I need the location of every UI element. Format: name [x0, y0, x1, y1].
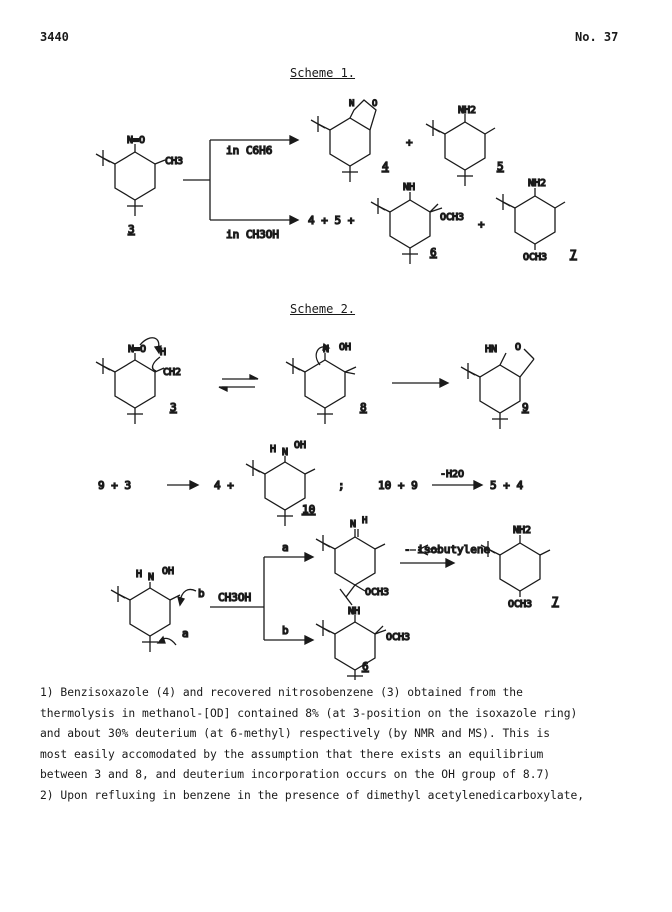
- condition-benzene: in C6H6: [226, 144, 273, 157]
- atom-h-10b: H: [136, 569, 143, 580]
- compound-7-structure: [496, 188, 565, 250]
- label-compound-5: 5: [497, 160, 504, 173]
- atom-nh2: NH2: [458, 105, 477, 116]
- separator: ;: [338, 479, 345, 492]
- scheme1-diagram: [0, 100, 672, 270]
- atom-nitroso: N=O: [127, 135, 146, 146]
- note-line-3: and about 30% deuterium (at 6-methyl) respectively (by NMR and MS). This is: [40, 727, 551, 741]
- minus-sign: - isobutylene: [404, 543, 491, 556]
- atom-h: H: [160, 347, 167, 358]
- journal-issue: No. 37: [575, 30, 619, 44]
- atom-och3-6b: OCH3: [386, 632, 411, 643]
- compound-8-structure: [286, 344, 356, 424]
- label-compound-3: 3: [128, 223, 135, 236]
- compound-4-structure: [311, 100, 376, 182]
- products-sum: 4 + 5 +: [308, 214, 355, 227]
- label-compound-9: 9: [522, 401, 529, 414]
- atom-nh2-7: NH2: [528, 178, 547, 189]
- atom-oh-10: OH: [294, 440, 307, 451]
- label-compound-7b: 7: [552, 595, 559, 608]
- atom-oh-10b: OH: [162, 566, 175, 577]
- atom-n: N: [349, 99, 355, 109]
- note-line-6: 2) Upon refluxing in benzene in the presence of dimethyl acetylenedicarboxylate,: [40, 788, 585, 802]
- atom-h-10: H: [270, 444, 277, 455]
- page-number: 3440: [40, 30, 69, 44]
- atom-och3-7: OCH3: [523, 252, 548, 263]
- atom-nitroso-b: N=O: [128, 344, 147, 355]
- atom-o-9: O: [515, 342, 522, 353]
- plus-sign-2: +: [478, 218, 485, 231]
- scheme2-title: Scheme 2.: [290, 302, 356, 316]
- atom-o: O: [372, 99, 378, 109]
- eq2-right: 5 + 4: [490, 479, 524, 492]
- note-line-4: most easily accomodated by the assumption that there exists an equilibrium: [40, 747, 544, 761]
- atom-n-10: N: [282, 447, 289, 458]
- label-compound-10: 10: [302, 503, 316, 516]
- scheme1-title: Scheme 1.: [290, 66, 356, 80]
- compound-9-structure: [461, 349, 534, 429]
- note-line-5: between 3 and 8, and deuterium incorporation occurs on the OH group of 8.7): [40, 768, 551, 782]
- atom-och3-int: OCH3: [365, 587, 390, 598]
- atom-och3-7b: OCH3: [508, 599, 533, 610]
- eq1-left: 9 + 3: [98, 479, 132, 492]
- label-compound-7: 7: [570, 248, 577, 261]
- eq2-above: -H2O: [440, 469, 465, 480]
- eq2-left: 10 + 9: [378, 479, 418, 492]
- atom-nh: NH: [403, 182, 416, 193]
- atom-oh-8: OH: [339, 342, 352, 353]
- label-compound-8: 8: [360, 401, 367, 414]
- path-b-label: b: [282, 624, 289, 637]
- compound-10b-structure: [111, 582, 196, 652]
- compound-3-structure: [96, 144, 165, 216]
- label-compound-3b: 3: [170, 401, 177, 414]
- compound-6b-structure: [316, 615, 386, 680]
- note-line-2: thermolysis in methanol-[OD] contained 8% (at 3-position on the isoxazole ring): [40, 706, 578, 720]
- atom-n-10b: N: [148, 572, 155, 583]
- compound-5-structure: [426, 114, 495, 186]
- label-compound-6b: 6: [362, 660, 369, 673]
- scheme2-diagram: [0, 325, 672, 680]
- label-compound-6: 6: [430, 246, 437, 259]
- eq1-right: 4 +: [214, 479, 234, 492]
- plus-sign: +: [406, 136, 413, 149]
- atom-nh-6b: NH: [348, 606, 361, 617]
- path-a-label: a: [282, 541, 289, 554]
- attack-a: a: [182, 627, 189, 640]
- atom-ch3: CH3: [165, 156, 184, 167]
- label-compound-4: 4: [382, 160, 389, 173]
- atom-ch2: CH2: [163, 367, 182, 378]
- atom-n-8: N: [323, 344, 330, 355]
- attack-b: b: [198, 587, 205, 600]
- atom-h-int: H: [362, 516, 368, 526]
- atom-hn: HN: [485, 344, 498, 355]
- condition-methanol: in CH3OH: [226, 228, 279, 241]
- atom-och3: OCH3: [440, 212, 465, 223]
- compound-7b-structure: [481, 535, 550, 597]
- note-line-1: 1) Benzisoxazole (4) and recovered nitrosobenzene (3) obtained from the: [40, 686, 523, 699]
- atom-nh2-7b: NH2: [513, 525, 532, 536]
- atom-n-int: N: [350, 519, 357, 530]
- condition-ch3oh: CH3OH: [218, 591, 252, 604]
- footnotes: [40, 683, 640, 807]
